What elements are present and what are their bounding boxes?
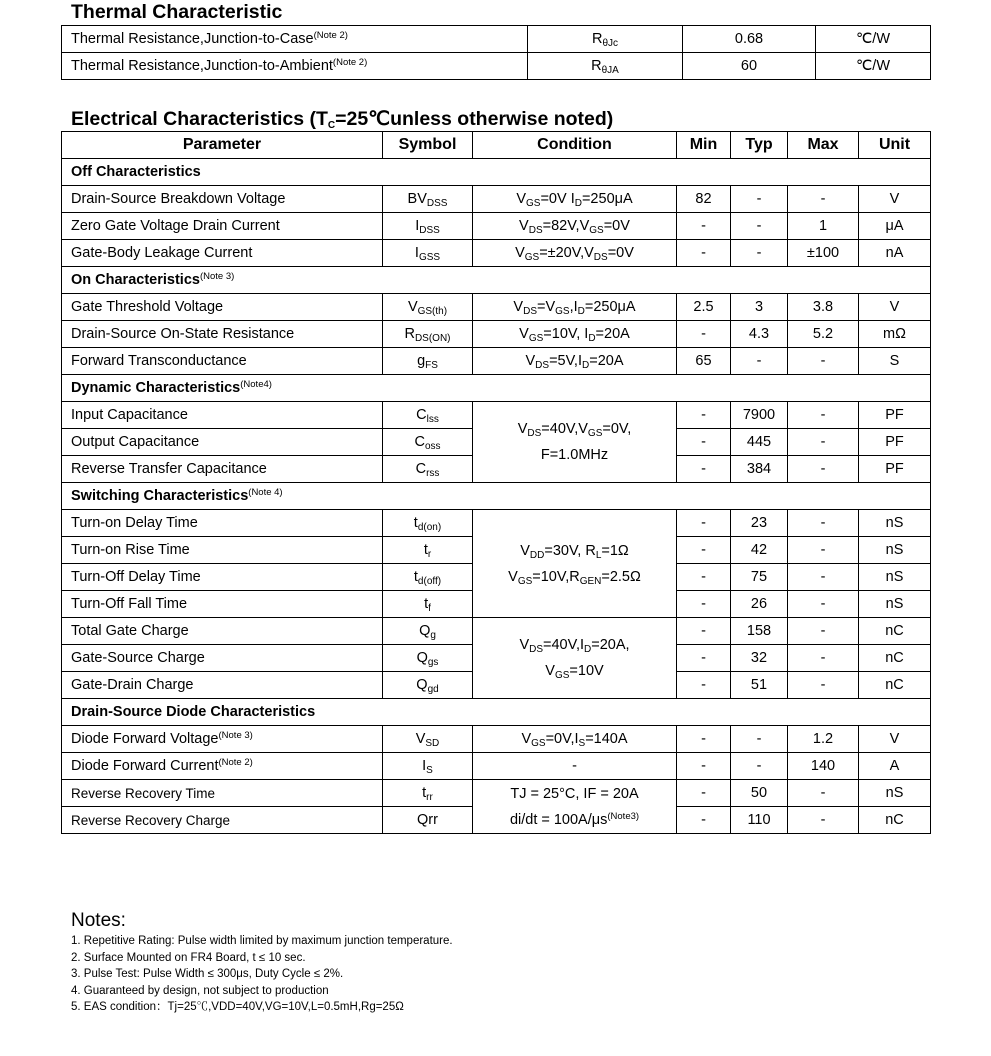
unit-cell: V bbox=[859, 294, 931, 321]
max-cell: 3.8 bbox=[788, 294, 859, 321]
symbol-cell: $C_{oss}$ bbox=[383, 429, 473, 456]
symbol-cell: $R_{\theta JA}$ bbox=[528, 53, 683, 80]
max-cell: - bbox=[788, 510, 859, 537]
symbol-cell: $I_{GSS}$ bbox=[383, 240, 473, 267]
typ-cell: 3 bbox=[731, 294, 788, 321]
parameter-cell: Drain-Source On-State Resistance bbox=[62, 321, 383, 348]
min-cell: - bbox=[677, 726, 731, 753]
symbol-cell: $C_{rss}$ bbox=[383, 456, 473, 483]
value-cell: 60 bbox=[683, 53, 816, 80]
min-cell: - bbox=[677, 753, 731, 780]
parameter-cell: Thermal Resistance,Junction-to-Case$^{(Note 2)}$ bbox=[62, 26, 528, 53]
min-cell: - bbox=[677, 591, 731, 618]
table-row bbox=[62, 780, 931, 807]
section-label: On Characteristics$^{(Note 3)}$ bbox=[62, 267, 931, 294]
unit-cell: S bbox=[859, 348, 931, 375]
min-cell: - bbox=[677, 402, 731, 429]
parameter-cell: Drain-Source Breakdown Voltage bbox=[62, 186, 383, 213]
typ-cell: - bbox=[731, 753, 788, 780]
section-label: Switching Characteristics$^{(Note 4)}$ bbox=[62, 483, 931, 510]
value-cell: 0.68 bbox=[683, 26, 816, 53]
column-header: Typ bbox=[731, 132, 788, 159]
max-cell: - bbox=[788, 429, 859, 456]
typ-cell: 110 bbox=[731, 807, 788, 834]
symbol-cell: $R_{DS(ON)}$ bbox=[383, 321, 473, 348]
unit-cell: ℃/W bbox=[816, 26, 931, 53]
parameter-cell: Gate Threshold Voltage bbox=[62, 294, 383, 321]
max-cell: - bbox=[788, 537, 859, 564]
table-row bbox=[62, 213, 931, 240]
parameter-cell: Thermal Resistance,Junction-to-Ambient$^{(Note 2)}$ bbox=[62, 53, 528, 80]
condition-cell: $V_{GS}=0V$ $I_D=250\mu A$ bbox=[473, 186, 677, 213]
typ-cell: 42 bbox=[731, 537, 788, 564]
min-cell: - bbox=[677, 321, 731, 348]
symbol-cell: Qrr bbox=[383, 807, 473, 834]
typ-cell: - bbox=[731, 186, 788, 213]
unit-cell: PF bbox=[859, 402, 931, 429]
parameter-cell: Input Capacitance bbox=[62, 402, 383, 429]
header-row bbox=[62, 132, 931, 159]
symbol-cell: $Q_g$ bbox=[383, 618, 473, 645]
symbol-cell: $R_{\theta Jc}$ bbox=[528, 26, 683, 53]
condition-cell: $V_{GS}=\pm 20V,V_{DS}=0V$ bbox=[473, 240, 677, 267]
table-row bbox=[62, 321, 931, 348]
section-row bbox=[62, 699, 931, 726]
note-item: 4. Guaranteed by design, not subject to production bbox=[71, 984, 329, 997]
min-cell: - bbox=[677, 780, 731, 807]
table-row bbox=[62, 26, 931, 53]
max-cell: 1 bbox=[788, 213, 859, 240]
column-header: Symbol bbox=[383, 132, 473, 159]
column-header: Condition bbox=[473, 132, 677, 159]
note-item: 3. Pulse Test: Pulse Width ≤ 300μs, Duty Cycle ≤ 2%. bbox=[71, 968, 344, 980]
symbol-cell: $I_{DSS}$ bbox=[383, 213, 473, 240]
min-cell: - bbox=[677, 510, 731, 537]
table-row bbox=[62, 618, 931, 645]
max-cell: - bbox=[788, 402, 859, 429]
typ-cell: - bbox=[731, 348, 788, 375]
table-row bbox=[62, 240, 931, 267]
typ-cell: 384 bbox=[731, 456, 788, 483]
condition-cell: $V_{DD}=30V$, $R_L=1\Omega$ $V_{GS}=10V,R_{GEN}=2.5\Omega$ bbox=[473, 510, 677, 618]
symbol-cell: $I_S$ bbox=[383, 753, 473, 780]
min-cell: - bbox=[677, 618, 731, 645]
parameter-cell: Gate-Body Leakage Current bbox=[62, 240, 383, 267]
parameter-cell: Total Gate Charge bbox=[62, 618, 383, 645]
min-cell: - bbox=[677, 537, 731, 564]
typ-cell: 4.3 bbox=[731, 321, 788, 348]
table-row bbox=[62, 294, 931, 321]
symbol-cell: $g_{FS}$ bbox=[383, 348, 473, 375]
column-header: Parameter bbox=[62, 132, 383, 159]
parameter-cell: Diode Forward Current$^{(Note 2)}$ bbox=[62, 753, 383, 780]
min-cell: - bbox=[677, 213, 731, 240]
section-label: Drain-Source Diode Characteristics bbox=[62, 699, 931, 726]
unit-cell: nC bbox=[859, 672, 931, 699]
unit-cell: PF bbox=[859, 429, 931, 456]
section-row bbox=[62, 267, 931, 294]
condition-cell: $V_{DS}=82V,V_{GS}=0V$ bbox=[473, 213, 677, 240]
symbol-cell: $t_{rr}$ bbox=[383, 780, 473, 807]
max-cell: 5.2 bbox=[788, 321, 859, 348]
symbol-cell: $Q_{gs}$ bbox=[383, 645, 473, 672]
note-item: 1. Repetitive Rating: Pulse width limited by maximum junction temperature. bbox=[71, 935, 453, 947]
max-cell: - bbox=[788, 618, 859, 645]
column-header: Min bbox=[677, 132, 731, 159]
max-cell: 140 bbox=[788, 753, 859, 780]
section-label: Off Characteristics bbox=[62, 159, 931, 186]
column-header: Max bbox=[788, 132, 859, 159]
min-cell: - bbox=[677, 564, 731, 591]
unit-cell: A bbox=[859, 753, 931, 780]
max-cell: - bbox=[788, 456, 859, 483]
unit-cell: nS bbox=[859, 564, 931, 591]
unit-cell: ℃/W bbox=[816, 53, 931, 80]
column-header: Unit bbox=[859, 132, 931, 159]
condition-cell: $V_{GS}=0V,I_S=140A$ bbox=[473, 726, 677, 753]
parameter-cell: Zero Gate Voltage Drain Current bbox=[62, 213, 383, 240]
parameter-cell: Turn-on Rise Time bbox=[62, 537, 383, 564]
typ-cell: 7900 bbox=[731, 402, 788, 429]
parameter-cell: Reverse Transfer Capacitance bbox=[62, 456, 383, 483]
max-cell: - bbox=[788, 672, 859, 699]
unit-cell: PF bbox=[859, 456, 931, 483]
min-cell: - bbox=[677, 456, 731, 483]
min-cell: - bbox=[677, 645, 731, 672]
symbol-cell: $t_f$ bbox=[383, 591, 473, 618]
section-label: Dynamic Characteristics$^{(Note4)}$ bbox=[62, 375, 931, 402]
table-row bbox=[62, 186, 931, 213]
condition-cell: $V_{DS}=5V,I_D=20A$ bbox=[473, 348, 677, 375]
condition-cell: $V_{GS}=10V$, $I_D=20A$ bbox=[473, 321, 677, 348]
parameter-cell: Gate-Drain Charge bbox=[62, 672, 383, 699]
typ-cell: 75 bbox=[731, 564, 788, 591]
parameter-cell: Forward Transconductance bbox=[62, 348, 383, 375]
min-cell: 65 bbox=[677, 348, 731, 375]
condition-cell: - bbox=[473, 753, 677, 780]
max-cell: - bbox=[788, 186, 859, 213]
min-cell: - bbox=[677, 240, 731, 267]
parameter-cell: Reverse Recovery Time bbox=[62, 780, 383, 807]
unit-cell: V bbox=[859, 186, 931, 213]
unit-cell: nS bbox=[859, 591, 931, 618]
unit-cell: mΩ bbox=[859, 321, 931, 348]
min-cell: - bbox=[677, 672, 731, 699]
symbol-cell: $Q_{gd}$ bbox=[383, 672, 473, 699]
thermal-table bbox=[61, 25, 931, 80]
symbol-cell: $t_{d(off)}$ bbox=[383, 564, 473, 591]
parameter-cell: Gate-Source Charge bbox=[62, 645, 383, 672]
typ-cell: 51 bbox=[731, 672, 788, 699]
section-row bbox=[62, 159, 931, 186]
parameter-cell: Reverse Recovery Charge bbox=[62, 807, 383, 834]
electrical-title: Electrical Characteristics ($T_C=25℃unless$ otherwise noted) bbox=[71, 108, 614, 131]
max-cell: - bbox=[788, 348, 859, 375]
unit-cell: nA bbox=[859, 240, 931, 267]
condition-cell: $V_{DS}=40V,V_{GS}=0V$, F=1.0MHz bbox=[473, 402, 677, 483]
typ-cell: 23 bbox=[731, 510, 788, 537]
thermal-title: Thermal Characteristic bbox=[71, 1, 283, 23]
typ-cell: 158 bbox=[731, 618, 788, 645]
min-cell: 2.5 bbox=[677, 294, 731, 321]
typ-cell: 50 bbox=[731, 780, 788, 807]
unit-cell: nC bbox=[859, 807, 931, 834]
min-cell: - bbox=[677, 807, 731, 834]
table-row bbox=[62, 402, 931, 429]
table-row bbox=[62, 348, 931, 375]
table-row bbox=[62, 726, 931, 753]
table-row bbox=[62, 753, 931, 780]
section-row bbox=[62, 483, 931, 510]
parameter-cell: Turn-on Delay Time bbox=[62, 510, 383, 537]
symbol-cell: $V_{SD}$ bbox=[383, 726, 473, 753]
note-item: 2. Surface Mounted on FR4 Board, t ≤ 10 sec. bbox=[71, 951, 306, 964]
unit-cell: nC bbox=[859, 618, 931, 645]
section-row bbox=[62, 375, 931, 402]
condition-cell: TJ = 25°C, IF = 20A di/dt = 100A/μs$^{(Note3)}$ bbox=[473, 780, 677, 834]
typ-cell: - bbox=[731, 726, 788, 753]
symbol-cell: $BV_{DSS}$ bbox=[383, 186, 473, 213]
max-cell: - bbox=[788, 645, 859, 672]
unit-cell: V bbox=[859, 726, 931, 753]
max-cell: - bbox=[788, 591, 859, 618]
unit-cell: nS bbox=[859, 510, 931, 537]
typ-cell: - bbox=[731, 213, 788, 240]
parameter-cell: Turn-Off Delay Time bbox=[62, 564, 383, 591]
parameter-cell: Diode Forward Voltage$^{(Note 3)}$ bbox=[62, 726, 383, 753]
typ-cell: 26 bbox=[731, 591, 788, 618]
max-cell: - bbox=[788, 564, 859, 591]
unit-cell: nS bbox=[859, 537, 931, 564]
max-cell: ±100 bbox=[788, 240, 859, 267]
condition-cell: $V_{DS}=V_{GS},I_D=250\mu A$ bbox=[473, 294, 677, 321]
notes-title: Notes: bbox=[71, 910, 126, 931]
symbol-cell: $C_{lss}$ bbox=[383, 402, 473, 429]
parameter-cell: Output Capacitance bbox=[62, 429, 383, 456]
symbol-cell: $t_{d(on)}$ bbox=[383, 510, 473, 537]
electrical-table bbox=[61, 131, 931, 834]
table-row bbox=[62, 53, 931, 80]
max-cell: - bbox=[788, 780, 859, 807]
typ-cell: 445 bbox=[731, 429, 788, 456]
symbol-cell: $V_{GS(th)}$ bbox=[383, 294, 473, 321]
max-cell: 1.2 bbox=[788, 726, 859, 753]
unit-cell: nC bbox=[859, 645, 931, 672]
note-item: 5. EAS condition：Tj=25℃,VDD=40V,VG=10V,L=0.5mH,Rg=25Ω bbox=[71, 1001, 404, 1013]
table-row bbox=[62, 510, 931, 537]
unit-cell: μA bbox=[859, 213, 931, 240]
symbol-cell: $t_r$ bbox=[383, 537, 473, 564]
min-cell: - bbox=[677, 429, 731, 456]
unit-cell: nS bbox=[859, 780, 931, 807]
max-cell: - bbox=[788, 807, 859, 834]
parameter-cell: Turn-Off Fall Time bbox=[62, 591, 383, 618]
min-cell: 82 bbox=[677, 186, 731, 213]
typ-cell: 32 bbox=[731, 645, 788, 672]
notes-block bbox=[71, 909, 453, 1016]
condition-cell: $V_{DS}=40V,I_D=20A$, $V_{GS}=10V$ bbox=[473, 618, 677, 699]
typ-cell: - bbox=[731, 240, 788, 267]
